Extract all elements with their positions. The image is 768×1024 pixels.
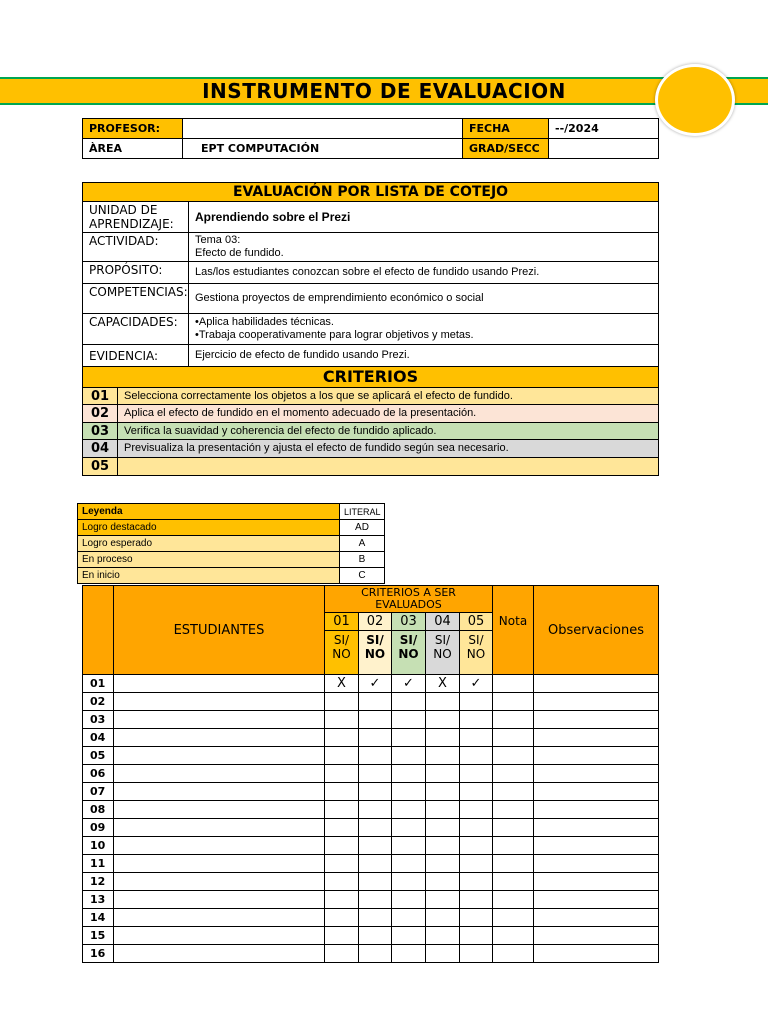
sino-01: SI/NO — [325, 631, 359, 675]
criterio-mark-cell[interactable] — [460, 819, 493, 837]
student-name-cell[interactable] — [114, 729, 325, 747]
row-number: 10 — [83, 837, 114, 855]
capacidades-line1: •Aplica habilidades técnicas. — [195, 316, 334, 328]
table-row — [83, 801, 659, 819]
capacidades-line2: •Trabaja cooperativamente para lograr objetivos y metas. — [195, 329, 474, 341]
grad-label: GRAD/SECC — [463, 139, 549, 159]
criterio-mark-cell[interactable] — [325, 783, 359, 801]
criterio-mark-cell[interactable] — [460, 765, 493, 783]
evidencia-value[interactable]: Ejercicio de efecto de fundido usando Prezi. — [189, 345, 659, 367]
cotejo-header: EVALUACIÓN POR LISTA DE COTEJO — [83, 183, 659, 202]
criterio-mark-cell[interactable]: ✓ — [392, 675, 426, 693]
student-name-cell[interactable] — [114, 711, 325, 729]
legend-row-label: En inicio — [78, 568, 340, 584]
criterio-mark-cell[interactable] — [325, 747, 359, 765]
row-number: 07 — [83, 783, 114, 801]
nota-cell[interactable] — [493, 729, 534, 747]
crit-num-03: 03 — [392, 613, 426, 631]
criterio-mark-cell[interactable] — [426, 945, 460, 963]
student-name-cell[interactable] — [114, 927, 325, 945]
legend-row-value: A — [340, 536, 385, 552]
nota-header: Nota — [493, 586, 534, 675]
table-row — [83, 855, 659, 873]
evidencia-label: EVIDENCIA: — [83, 345, 189, 367]
criterio-mark-cell[interactable] — [325, 765, 359, 783]
actividad-line1: Tema 03: — [195, 234, 241, 246]
legend-row-label: En proceso — [78, 552, 340, 568]
criterio-mark-cell[interactable] — [359, 693, 392, 711]
student-name-cell[interactable] — [114, 945, 325, 963]
table-row — [83, 693, 659, 711]
criterio-mark-cell[interactable] — [460, 729, 493, 747]
table-row — [83, 891, 659, 909]
observaciones-cell[interactable] — [534, 765, 659, 783]
fecha-label: FECHA — [463, 119, 549, 139]
criterio-mark-cell[interactable] — [325, 855, 359, 873]
criterio-mark-cell[interactable] — [359, 729, 392, 747]
unidad-value[interactable]: Aprendiendo sobre el Prezi — [189, 202, 659, 233]
page-title: INSTRUMENTO DE EVALUACION — [202, 79, 566, 103]
observaciones-cell[interactable] — [534, 711, 659, 729]
row-number: 04 — [83, 729, 114, 747]
criterio-mark-cell[interactable] — [460, 909, 493, 927]
legend-row-value: AD — [340, 520, 385, 536]
students-table — [82, 585, 659, 963]
observaciones-cell[interactable] — [534, 729, 659, 747]
actividad-line2: Efecto de fundido. — [195, 247, 284, 259]
observaciones-cell[interactable] — [534, 783, 659, 801]
criterio-mark-cell[interactable] — [359, 873, 392, 891]
proposito-value[interactable]: Las/los estudiantes conozcan sobre el efecto de fundido usando Prezi. — [189, 262, 659, 284]
table-row — [83, 783, 659, 801]
row-number: 16 — [83, 945, 114, 963]
table-row — [83, 927, 659, 945]
criterio-mark-cell[interactable] — [325, 945, 359, 963]
observaciones-cell[interactable] — [534, 819, 659, 837]
sino-05 — [460, 631, 493, 675]
observaciones-cell[interactable] — [534, 747, 659, 765]
row-number: 14 — [83, 909, 114, 927]
row-number: 06 — [83, 765, 114, 783]
criterio-mark-cell[interactable] — [359, 855, 392, 873]
sino-05-text: SI/NO — [466, 633, 486, 661]
capacidades-label: CAPACIDADES: — [83, 314, 189, 345]
fecha-value[interactable]: --/2024 — [549, 119, 659, 139]
student-name-cell[interactable] — [114, 855, 325, 873]
criterio-text: Verifica la suavidad y coherencia del efecto de fundido aplicado. — [118, 423, 659, 440]
criterio-mark-cell[interactable] — [325, 891, 359, 909]
observaciones-cell[interactable] — [534, 873, 659, 891]
criterio-num: 04 — [83, 440, 118, 458]
row-number: 15 — [83, 927, 114, 945]
criterio-mark-cell[interactable] — [325, 801, 359, 819]
legend-table — [77, 503, 385, 584]
competencias-value[interactable]: Gestiona proyectos de emprendimiento económico o social — [189, 284, 659, 314]
criterio-mark-cell[interactable]: X — [426, 675, 460, 693]
criterio-mark-cell[interactable] — [392, 873, 426, 891]
legend-row-label: Logro esperado — [78, 536, 340, 552]
criterios-evaluados-header: CRITERIOS A SER EVALUADOS — [325, 586, 493, 613]
criterio-mark-cell[interactable] — [426, 837, 460, 855]
actividad-label: ACTIVIDAD: — [83, 233, 189, 262]
observaciones-cell[interactable] — [534, 855, 659, 873]
crit-num-04: 04 — [426, 613, 460, 631]
legend-col: LITERAL — [340, 504, 385, 520]
criterio-mark-cell[interactable] — [359, 711, 392, 729]
criterio-text: Aplica el efecto de fundido en el momento adecuado de la presentación. — [118, 405, 659, 423]
criterio-mark-cell[interactable] — [426, 855, 460, 873]
criterio-mark-cell[interactable] — [392, 945, 426, 963]
student-name-cell[interactable] — [114, 837, 325, 855]
observaciones-header: Observaciones — [534, 586, 659, 675]
criterio-mark-cell[interactable] — [392, 765, 426, 783]
criterio-text — [118, 458, 659, 476]
criterio-mark-cell[interactable] — [392, 837, 426, 855]
row-number: 03 — [83, 711, 114, 729]
nota-cell[interactable] — [493, 945, 534, 963]
criterio-mark-cell[interactable]: ✓ — [460, 675, 493, 693]
criterio-mark-cell[interactable] — [325, 909, 359, 927]
criterio-mark-cell[interactable] — [392, 927, 426, 945]
nota-cell[interactable] — [493, 855, 534, 873]
capacidades-value[interactable] — [189, 314, 659, 345]
competencias-label: COMPETENCIAS: — [83, 284, 189, 314]
criterio-mark-cell[interactable] — [460, 927, 493, 945]
legend-title: Leyenda — [78, 504, 340, 520]
legend-row-label: Logro destacado — [78, 520, 340, 536]
criterio-mark-cell[interactable] — [460, 783, 493, 801]
nota-cell[interactable] — [493, 837, 534, 855]
row-number: 05 — [83, 747, 114, 765]
criterio-mark-cell[interactable] — [426, 729, 460, 747]
row-number: 12 — [83, 873, 114, 891]
table-row — [83, 747, 659, 765]
criterio-mark-cell[interactable] — [460, 945, 493, 963]
criterio-mark-cell[interactable] — [359, 747, 392, 765]
sino-04: SI/NO — [426, 631, 460, 675]
criterio-mark-cell[interactable] — [325, 711, 359, 729]
criterio-mark-cell[interactable] — [359, 927, 392, 945]
crit-num-05: 05 — [460, 613, 493, 631]
student-name-cell[interactable] — [114, 693, 325, 711]
row-number: 02 — [83, 693, 114, 711]
estudiantes-header: ESTUDIANTES — [114, 586, 325, 675]
observaciones-cell[interactable] — [534, 801, 659, 819]
decorative-circle — [655, 64, 735, 136]
nota-cell[interactable] — [493, 801, 534, 819]
criterio-mark-cell[interactable] — [359, 945, 392, 963]
criterio-num: 05 — [83, 458, 118, 476]
criterio-mark-cell[interactable] — [460, 855, 493, 873]
sino-02: SI/NO — [359, 631, 392, 675]
criterio-mark-cell[interactable] — [325, 873, 359, 891]
criterio-mark-cell[interactable] — [359, 783, 392, 801]
student-name-cell[interactable] — [114, 783, 325, 801]
table-row — [83, 837, 659, 855]
student-name-cell[interactable] — [114, 675, 325, 693]
criterio-mark-cell[interactable] — [392, 909, 426, 927]
criterio-num: 02 — [83, 405, 118, 423]
observaciones-cell[interactable] — [534, 891, 659, 909]
table-row — [83, 873, 659, 891]
observaciones-cell[interactable] — [534, 945, 659, 963]
sino-03: SI/NO — [392, 631, 426, 675]
nota-cell[interactable] — [493, 819, 534, 837]
criterio-mark-cell[interactable] — [392, 711, 426, 729]
criterio-mark-cell[interactable] — [426, 693, 460, 711]
criterio-mark-cell[interactable] — [325, 837, 359, 855]
criterio-mark-cell[interactable] — [325, 693, 359, 711]
criterio-mark-cell[interactable] — [460, 891, 493, 909]
crit-num-01: 01 — [325, 613, 359, 631]
criterio-mark-cell[interactable] — [426, 891, 460, 909]
criterio-mark-cell[interactable] — [426, 927, 460, 945]
criterio-text: Selecciona correctamente los objetos a los que se aplicará el efecto de fundido. — [118, 388, 659, 405]
nota-cell[interactable] — [493, 675, 534, 693]
unidad-label: UNIDAD DE APRENDIZAJE: — [83, 202, 189, 233]
area-label: ÀREA — [83, 139, 183, 159]
proposito-label: PROPÓSITO: — [83, 262, 189, 284]
student-name-cell[interactable] — [114, 873, 325, 891]
nota-cell[interactable] — [493, 747, 534, 765]
criterio-mark-cell[interactable] — [325, 819, 359, 837]
student-name-cell[interactable] — [114, 747, 325, 765]
criterio-mark-cell[interactable] — [460, 837, 493, 855]
criterio-mark-cell[interactable] — [359, 819, 392, 837]
observaciones-cell[interactable] — [534, 927, 659, 945]
row-number: 09 — [83, 819, 114, 837]
criterio-mark-cell[interactable]: ✓ — [359, 675, 392, 693]
criterio-mark-cell[interactable] — [359, 891, 392, 909]
criterio-mark-cell[interactable] — [426, 873, 460, 891]
row-number: 01 — [83, 675, 114, 693]
criterio-mark-cell[interactable] — [426, 909, 460, 927]
profesor-value[interactable] — [183, 119, 463, 139]
criterio-mark-cell[interactable] — [392, 801, 426, 819]
criterio-mark-cell[interactable] — [460, 747, 493, 765]
criterio-mark-cell[interactable] — [426, 801, 460, 819]
criterio-num: 01 — [83, 388, 118, 405]
actividad-value[interactable] — [189, 233, 659, 262]
observaciones-cell[interactable] — [534, 693, 659, 711]
criterio-mark-cell[interactable] — [426, 747, 460, 765]
criterio-mark-cell[interactable] — [359, 765, 392, 783]
observaciones-cell[interactable] — [534, 837, 659, 855]
nota-cell[interactable] — [493, 693, 534, 711]
criterio-mark-cell[interactable] — [392, 819, 426, 837]
criterio-mark-cell[interactable] — [392, 891, 426, 909]
student-name-cell[interactable] — [114, 765, 325, 783]
table-row — [83, 765, 659, 783]
criterio-mark-cell[interactable] — [426, 711, 460, 729]
legend-row-value: B — [340, 552, 385, 568]
criterio-mark-cell[interactable] — [426, 819, 460, 837]
nota-cell[interactable] — [493, 873, 534, 891]
area-value[interactable]: EPT COMPUTACIÓN — [183, 139, 463, 159]
criterio-mark-cell[interactable] — [460, 711, 493, 729]
table-row — [83, 819, 659, 837]
nota-cell[interactable] — [493, 783, 534, 801]
criterio-mark-cell[interactable] — [359, 837, 392, 855]
table-row — [83, 675, 659, 693]
observaciones-cell[interactable] — [534, 909, 659, 927]
observaciones-cell[interactable] — [534, 675, 659, 693]
criterio-mark-cell[interactable]: X — [325, 675, 359, 693]
row-number: 08 — [83, 801, 114, 819]
row-num-header — [83, 586, 114, 675]
criterio-num: 03 — [83, 423, 118, 440]
grad-value[interactable] — [549, 139, 659, 159]
profesor-label: PROFESOR: — [83, 119, 183, 139]
nota-cell[interactable] — [493, 909, 534, 927]
criterio-mark-cell[interactable] — [392, 747, 426, 765]
criterio-mark-cell[interactable] — [359, 801, 392, 819]
student-name-cell[interactable] — [114, 801, 325, 819]
criterio-mark-cell[interactable] — [392, 855, 426, 873]
student-name-cell[interactable] — [114, 909, 325, 927]
table-row — [83, 909, 659, 927]
criterio-mark-cell[interactable] — [359, 909, 392, 927]
criterio-mark-cell[interactable] — [460, 873, 493, 891]
info-table — [82, 118, 659, 159]
nota-cell[interactable] — [493, 927, 534, 945]
criterio-mark-cell[interactable] — [325, 729, 359, 747]
criterio-text: Previsualiza la presentación y ajusta el efecto de fundido según sea necesario. — [118, 440, 659, 458]
nota-cell[interactable] — [493, 891, 534, 909]
student-name-cell[interactable] — [114, 891, 325, 909]
nota-cell[interactable] — [493, 765, 534, 783]
criterio-mark-cell[interactable] — [392, 783, 426, 801]
row-number: 11 — [83, 855, 114, 873]
criterios-header: CRITERIOS — [83, 367, 659, 388]
criterio-mark-cell[interactable] — [325, 927, 359, 945]
table-row — [83, 945, 659, 963]
row-number: 13 — [83, 891, 114, 909]
legend-row-value: C — [340, 568, 385, 584]
cotejo-table — [82, 182, 659, 476]
table-row — [83, 729, 659, 747]
student-name-cell[interactable] — [114, 819, 325, 837]
criterio-mark-cell[interactable] — [392, 693, 426, 711]
criterio-mark-cell[interactable] — [460, 693, 493, 711]
crit-num-02: 02 — [359, 613, 392, 631]
criterio-mark-cell[interactable] — [426, 783, 460, 801]
criterio-mark-cell[interactable] — [426, 765, 460, 783]
nota-cell[interactable] — [493, 711, 534, 729]
table-row — [83, 711, 659, 729]
criterio-mark-cell[interactable] — [392, 729, 426, 747]
criterio-mark-cell[interactable] — [460, 801, 493, 819]
